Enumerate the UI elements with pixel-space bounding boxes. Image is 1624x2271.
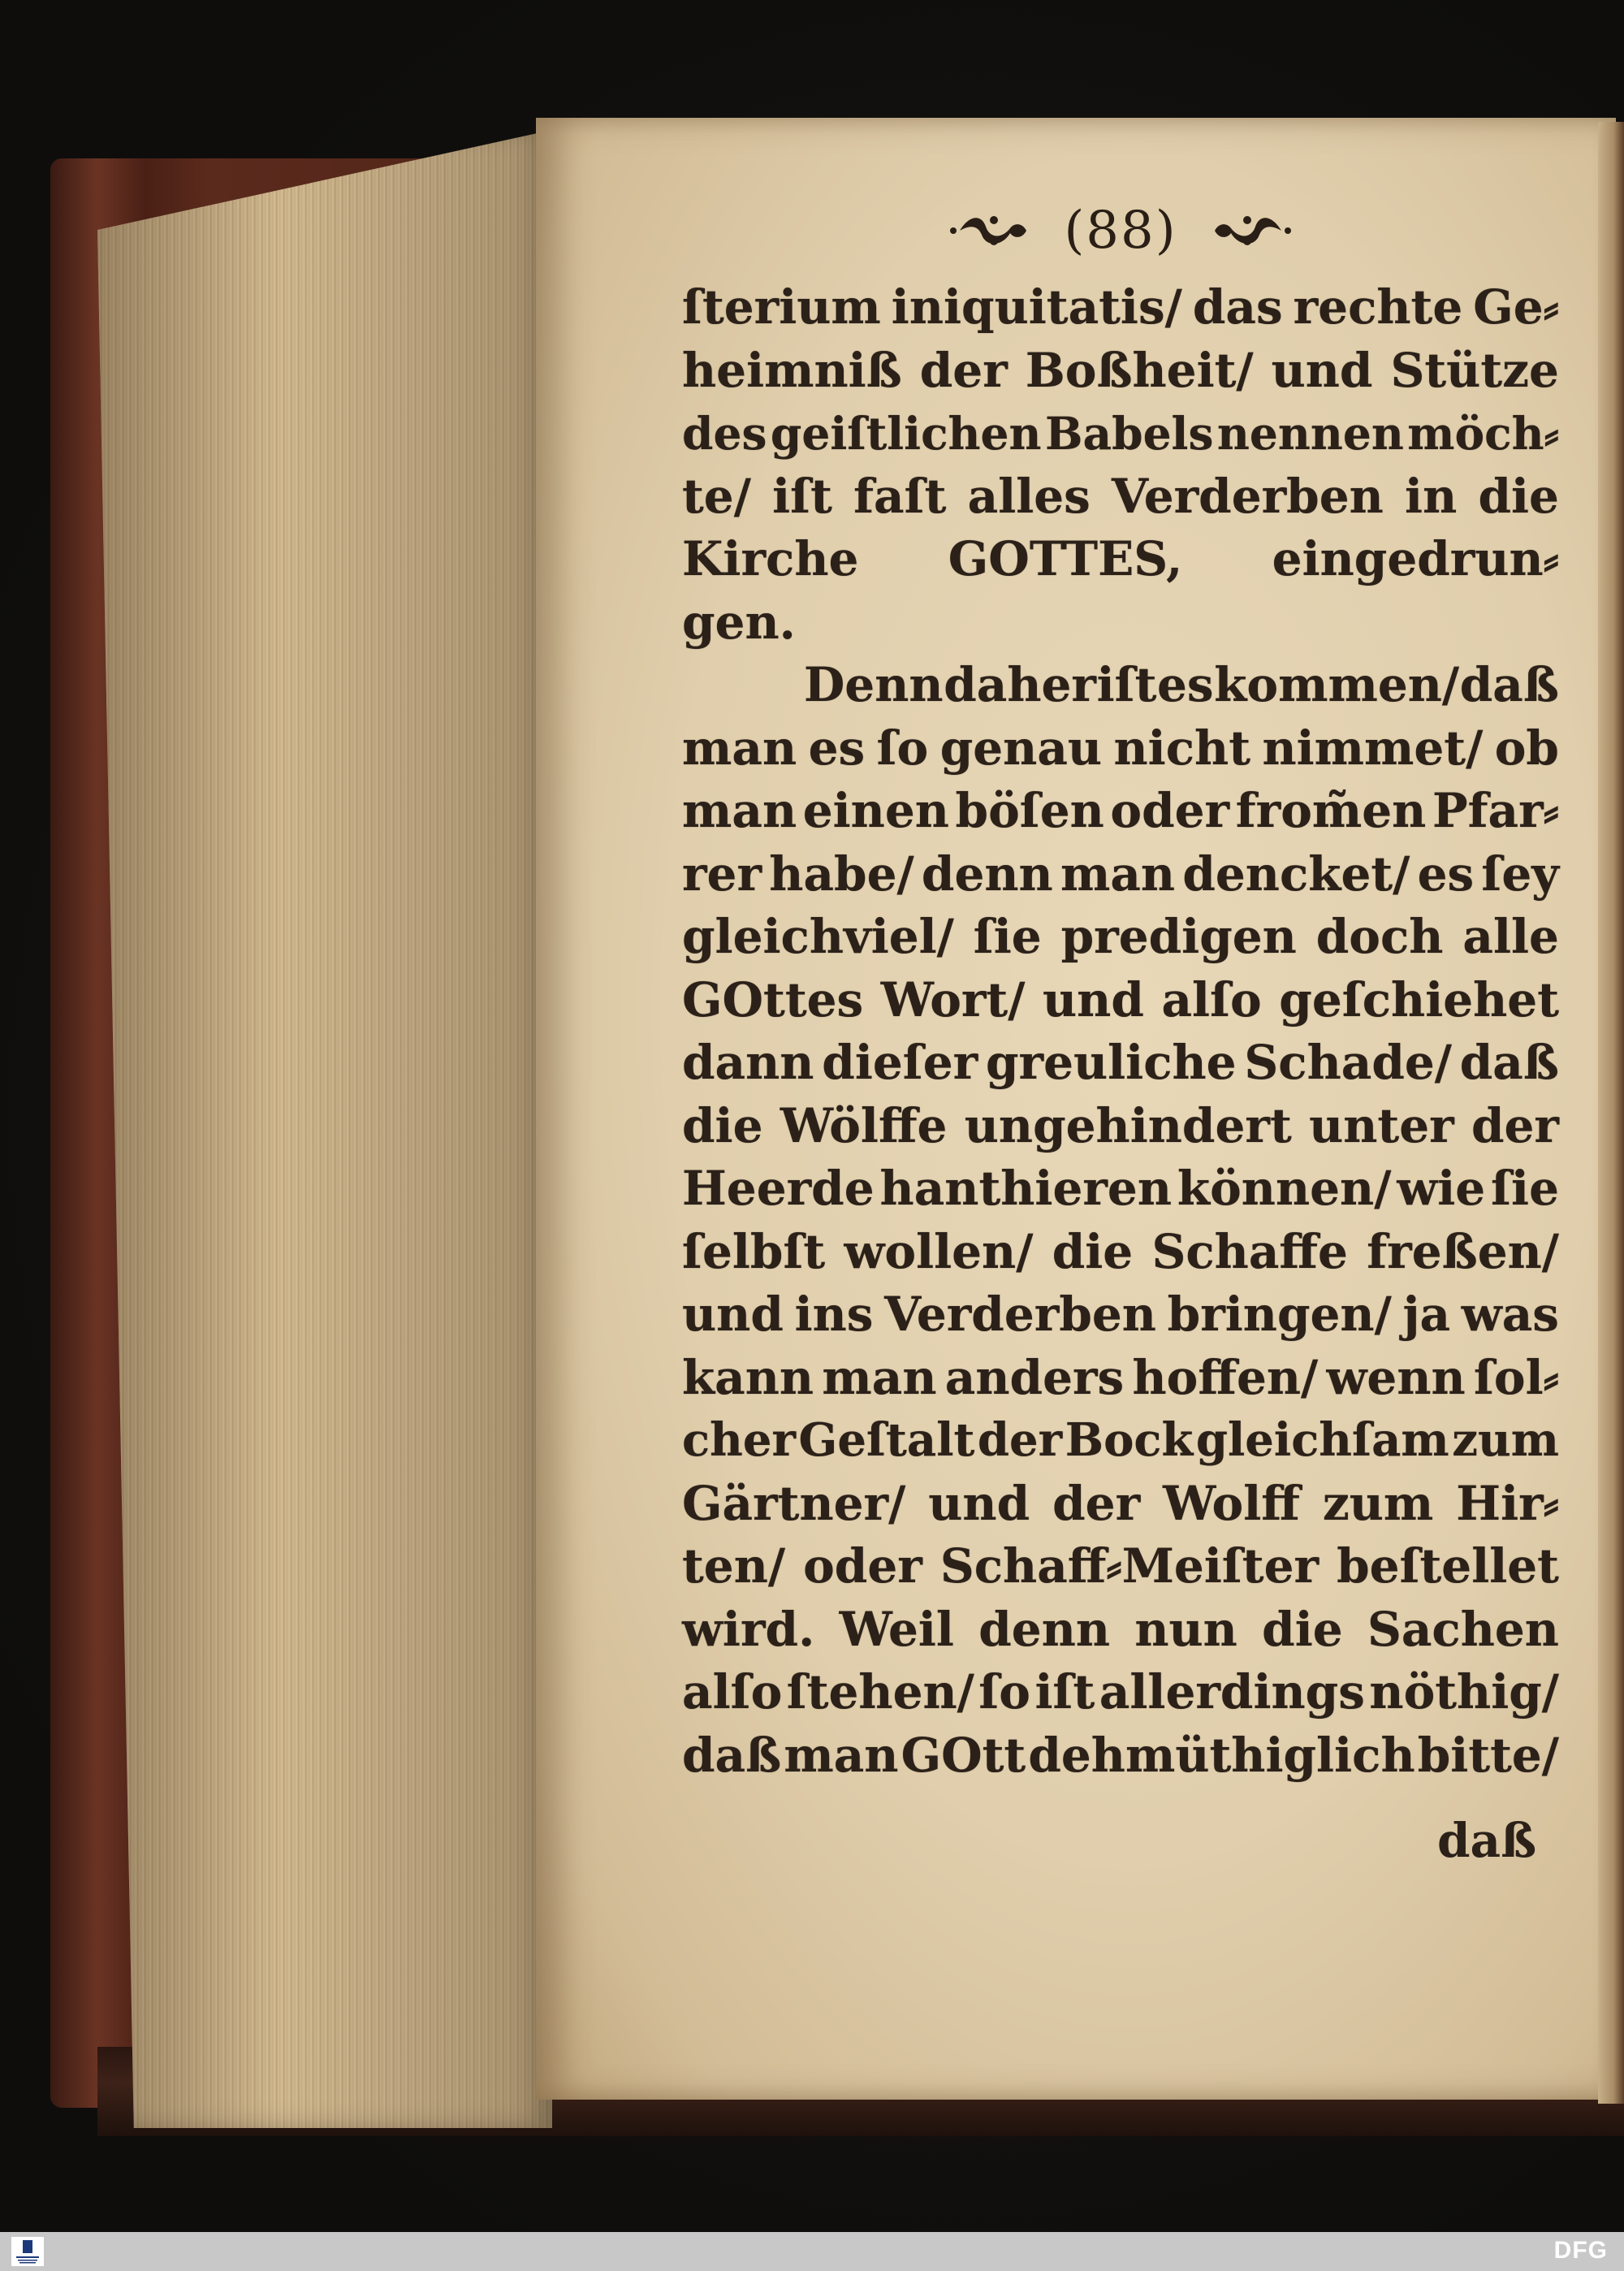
text-word: habe/ <box>769 846 914 902</box>
text-word: iſt <box>1034 1664 1095 1719</box>
text-word: Kirche <box>682 531 859 586</box>
text-word: kann <box>682 1349 814 1405</box>
text-word: hoffen/ <box>1132 1349 1319 1405</box>
text-line <box>682 1473 1559 1536</box>
text-word: des <box>682 407 767 460</box>
text-word: bringen/ <box>1167 1287 1392 1342</box>
text-word: ſey <box>1481 846 1559 902</box>
text-word: wenn <box>1326 1349 1466 1405</box>
text-word: die <box>1052 1223 1134 1279</box>
page-number: (88) <box>1064 200 1177 261</box>
text-word: der <box>1052 1475 1141 1531</box>
text-line <box>682 780 1559 843</box>
text-word: nimmet/ <box>1262 720 1484 776</box>
text-word: gleichviel/ <box>682 909 954 964</box>
text-word: heimniß <box>682 342 902 398</box>
text-word: was <box>1461 1287 1559 1342</box>
text-word: ſterium <box>682 279 881 335</box>
text-line <box>682 969 1559 1032</box>
text-word: alle <box>1462 909 1559 964</box>
text-word: ja <box>1402 1287 1451 1342</box>
text-word: denn <box>978 1601 1111 1657</box>
text-word: Boßheit/ <box>1025 342 1254 398</box>
text-word: ungehindert <box>964 1097 1292 1153</box>
text-word: wie <box>1397 1161 1486 1216</box>
text-word: die <box>682 1097 763 1153</box>
text-line <box>682 1598 1559 1662</box>
text-word: anders <box>944 1349 1125 1405</box>
text-word: daß <box>1459 657 1559 712</box>
text-word: geſchiehet <box>1279 971 1559 1027</box>
text-word: hanthieren <box>879 1161 1172 1216</box>
text-word: GOTTES, <box>948 531 1183 586</box>
text-word: Geſtalt <box>798 1413 975 1467</box>
text-word: alſo <box>682 1664 783 1719</box>
text-word: wird. <box>682 1601 815 1657</box>
page-text <box>682 276 1559 1787</box>
text-word: Verderben <box>884 1287 1156 1342</box>
text-word: der <box>977 1413 1063 1467</box>
text-word: man <box>682 783 797 838</box>
text-word: iniquitatis/ <box>891 279 1182 335</box>
text-word: Denn <box>804 657 944 712</box>
right-ornament-icon <box>1207 210 1296 251</box>
text-word: daß <box>1459 1035 1559 1090</box>
text-word: nöthig/ <box>1369 1664 1559 1719</box>
text-word: ſelbſt <box>682 1223 826 1279</box>
page-header <box>918 197 1324 278</box>
text-line <box>682 1157 1559 1221</box>
text-word: denn <box>921 846 1053 902</box>
text-word: zum <box>1452 1413 1559 1467</box>
text-word: alles <box>967 468 1091 524</box>
text-word: daher <box>944 657 1096 712</box>
text-word: Schaffe <box>1151 1223 1348 1279</box>
text-word: eingedrun⸗ <box>1272 531 1559 586</box>
text-word: die <box>1478 468 1559 524</box>
text-word: iſt <box>772 468 832 524</box>
text-line <box>682 1347 1559 1410</box>
text-word: man <box>682 720 797 776</box>
text-word: können/ <box>1177 1161 1392 1216</box>
text-word: Pfar⸗ <box>1432 783 1559 838</box>
text-word: unter <box>1309 1097 1454 1153</box>
text-line <box>682 654 1559 717</box>
text-line <box>682 276 1559 340</box>
text-word: der <box>919 342 1008 398</box>
text-word: Wölffe <box>780 1097 948 1153</box>
text-word: wollen/ <box>844 1223 1034 1279</box>
text-word: kommen/ <box>1214 657 1460 712</box>
text-word: es <box>1417 846 1475 902</box>
text-word: Wort/ <box>880 971 1026 1027</box>
text-word: es <box>1157 657 1214 712</box>
text-word: gleichſam <box>1195 1413 1449 1467</box>
text-word: rer <box>682 846 762 902</box>
text-word: Schaff⸗Meiſter <box>939 1538 1320 1594</box>
text-word: ten/ <box>682 1538 786 1594</box>
text-word: GOttes <box>682 971 864 1027</box>
text-word: from̃en <box>1235 783 1427 838</box>
text-line <box>682 843 1559 906</box>
footer-bar <box>0 2232 1624 2271</box>
dfg-logo-text: DFG <box>1553 2237 1608 2264</box>
text-word: man <box>822 1349 937 1405</box>
text-word: GOtt <box>901 1727 1026 1783</box>
text-word: nicht <box>1113 720 1250 776</box>
text-line <box>682 1409 1559 1473</box>
text-word: rechte <box>1293 279 1463 335</box>
page-edges-shade <box>97 130 552 2128</box>
page-right-edge <box>1598 122 1624 2104</box>
text-word: böſen <box>955 783 1104 838</box>
text-line <box>682 717 1559 781</box>
text-word: Weil <box>839 1601 954 1657</box>
text-line <box>682 402 1559 465</box>
text-word: ſo <box>978 1664 1030 1719</box>
text-word: Gärtner/ <box>682 1475 906 1531</box>
text-line <box>682 1095 1559 1158</box>
left-ornament-icon <box>945 210 1034 251</box>
text-word: ſo <box>876 720 929 776</box>
text-word: man <box>784 1727 899 1783</box>
text-word: gen. <box>682 594 796 650</box>
text-word: Schade/ <box>1244 1035 1452 1090</box>
text-line <box>682 591 1559 655</box>
text-line <box>682 1661 1559 1724</box>
text-word: Bock <box>1065 1413 1194 1467</box>
text-word: Babels <box>1044 407 1214 460</box>
text-word: predigen <box>1060 909 1297 964</box>
text-word: man <box>1060 846 1176 902</box>
text-word: es <box>808 720 866 776</box>
text-word: und <box>1042 971 1144 1027</box>
text-word: ſie <box>973 909 1042 964</box>
text-word: ſie <box>1491 1161 1559 1216</box>
text-word: Sachen <box>1367 1601 1559 1657</box>
text-word: nun <box>1134 1601 1237 1657</box>
text-word: Verderben <box>1112 468 1384 524</box>
text-word: in <box>1405 468 1458 524</box>
text-line <box>682 465 1559 529</box>
text-word: möch⸗ <box>1407 407 1559 460</box>
text-word: ob <box>1494 720 1559 776</box>
text-word: nennen <box>1216 407 1404 460</box>
text-word: dann <box>682 1035 814 1090</box>
text-line <box>682 1283 1559 1347</box>
text-line <box>682 528 1559 591</box>
library-logo-icon <box>11 2237 44 2266</box>
text-word: dencket/ <box>1182 846 1410 902</box>
text-word: faſt <box>853 468 947 524</box>
text-word: ſol⸗ <box>1473 1349 1559 1405</box>
text-word: freßen/ <box>1367 1223 1559 1279</box>
text-line <box>682 1032 1559 1095</box>
text-word: der <box>1471 1097 1559 1153</box>
text-word: ſtehen/ <box>786 1664 974 1719</box>
text-word: Ge⸗ <box>1473 279 1559 335</box>
text-word: und <box>928 1475 1030 1531</box>
text-line <box>682 1221 1559 1284</box>
text-word: ins <box>794 1287 874 1342</box>
text-word: Wolff <box>1163 1475 1300 1531</box>
text-word: daß <box>682 1727 782 1783</box>
text-word: genau <box>939 720 1103 776</box>
text-word: te/ <box>682 468 751 524</box>
text-word: Stütze <box>1390 342 1559 398</box>
text-word: alſo <box>1161 971 1262 1027</box>
text-word: und <box>682 1287 784 1342</box>
text-word: dieſer <box>822 1035 978 1090</box>
text-word: geiſtlichen <box>770 407 1042 460</box>
text-word: die <box>1262 1601 1343 1657</box>
text-line <box>682 340 1559 403</box>
text-word: oder <box>803 1538 922 1594</box>
text-word: doch <box>1315 909 1444 964</box>
text-word: iſt <box>1096 657 1157 712</box>
text-word: zum <box>1322 1475 1434 1531</box>
text-word: cher <box>682 1413 796 1467</box>
text-word: oder <box>1110 783 1230 838</box>
text-word: greuliche <box>985 1035 1237 1090</box>
text-word: Heerde <box>682 1161 875 1216</box>
text-word: beſtellet <box>1337 1538 1559 1594</box>
text-word: dehmüthiglich <box>1028 1727 1415 1783</box>
text-line <box>682 1535 1559 1598</box>
text-word: und <box>1271 342 1373 398</box>
text-word: allerdings <box>1099 1664 1365 1719</box>
catchword: daß <box>1437 1813 1537 1868</box>
text-word: Hir⸗ <box>1456 1475 1559 1531</box>
text-word: bitte/ <box>1417 1727 1559 1783</box>
text-word: einen <box>802 783 949 838</box>
text-word: das <box>1192 279 1283 335</box>
text-line <box>682 1724 1559 1788</box>
text-line <box>682 906 1559 969</box>
